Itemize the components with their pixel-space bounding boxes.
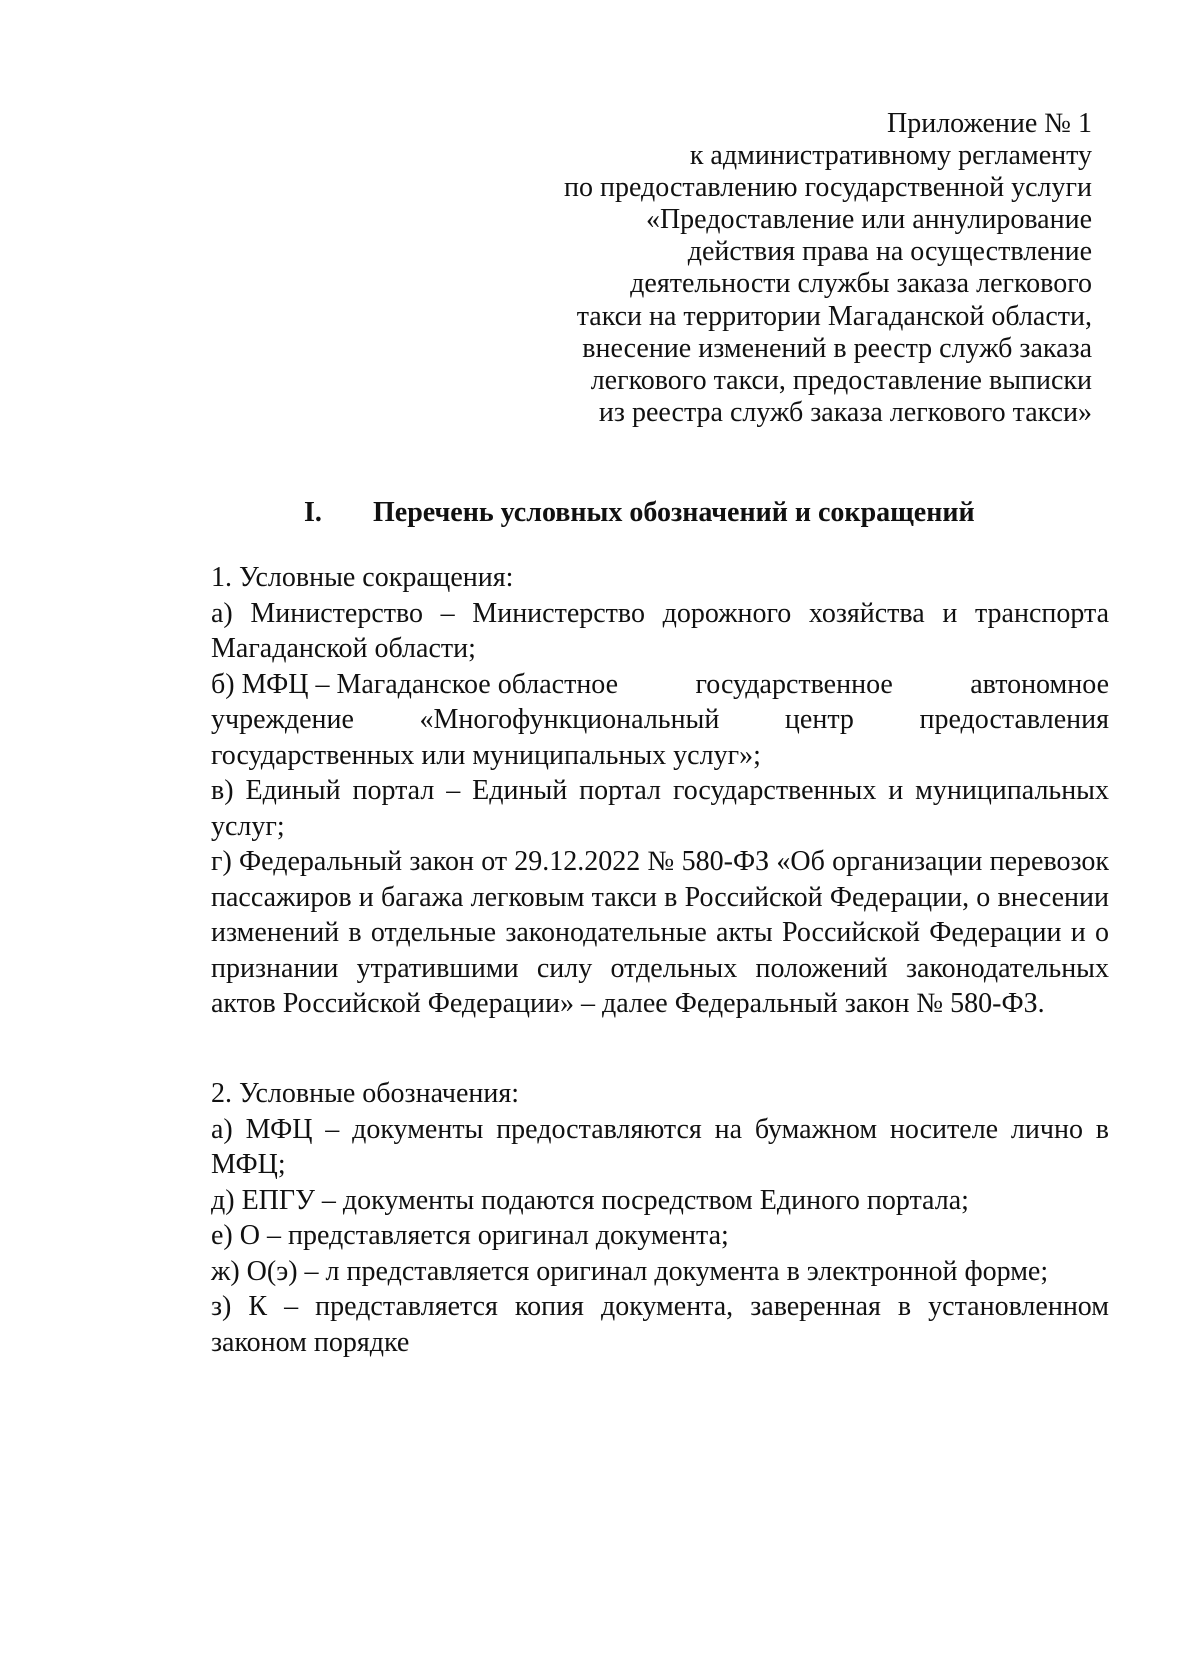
text-fragment: центр — [784, 704, 854, 735]
designation-item-e: е) О – представляется оригинал документа; — [211, 1220, 729, 1251]
text-fragment: государственное — [695, 668, 893, 700]
appendix-line: к административному регламенту — [689, 140, 1092, 172]
abbreviation-item-b — [211, 667, 1109, 774]
abbreviation-item-b-line — [211, 667, 1109, 703]
text-fragment: предоставления — [919, 704, 1109, 735]
appendix-line: из реестра служб заказа легкового такси» — [598, 396, 1092, 428]
text-fragment: «Многофункциональный — [419, 704, 720, 735]
designation-item-z: з) К – представляется копия документа, заверенная в установленном законом порядке — [211, 1291, 1109, 1358]
appendix-line: «Предоставление или аннулирование — [645, 204, 1092, 236]
text-fragment: автономное — [970, 668, 1109, 700]
appendix-line: действия права на осуществление — [687, 236, 1092, 268]
text-fragment: учреждение — [211, 704, 354, 735]
appendix-line: легкового такси, предоставление выписки — [590, 364, 1092, 396]
abbreviations-heading: 1. Условные сокращения: — [211, 562, 514, 593]
designation-item-d: д) ЕПГУ – документы подаются посредством Единого портала; — [211, 1184, 969, 1216]
text-fragment: б) МФЦ – Магаданское областное — [211, 668, 619, 700]
appendix-line: такси на территории Магаданской области, — [576, 300, 1092, 332]
abbreviation-item-v: в) Единый портал – Единый портал государственных и муниципальных услуг; — [211, 775, 1109, 842]
appendix-line: деятельности службы заказа легкового — [630, 268, 1092, 300]
section-title: Перечень условных обозначений и сокращений — [373, 497, 975, 528]
appendix-line: внесение изменений в реестр служб заказа — [582, 332, 1092, 364]
appendix-line: Приложение № 1 — [887, 108, 1092, 139]
abbreviation-item-b-line — [211, 702, 1109, 738]
section-number: I. — [304, 497, 322, 528]
abbreviation-item-g: г) Федеральный закон от 29.12.2022 № 580-ФЗ «Об организации перевозок пассажиров и багажа легковым такси в Российской Федерации, о внесении изменений в отдельные законодательные акты Российской Федерации и о признании утратившими силу отдельных положений законодательных актов Российской Федерации» – далее Федеральный закон № 580-ФЗ. — [211, 846, 1109, 1019]
appendix-line: по предоставлению государственной услуги — [564, 172, 1092, 204]
designations-section — [211, 1076, 1109, 1360]
abbreviation-item-a: а) Министерство – Министерство дорожного хозяйства и транспорта Магаданской области; — [211, 597, 1109, 664]
designation-item-a: а) МФЦ – документы предоставляются на бумажном носителе лично в МФЦ; — [211, 1113, 1109, 1180]
abbreviation-item-b-line: государственных или муниципальных услуг»; — [211, 739, 761, 771]
designation-item-zh: ж) О(э) – л представляется оригинал документа в электронной форме; — [211, 1255, 1049, 1287]
designations-heading: 2. Условные обозначения: — [211, 1078, 520, 1109]
abbreviations-section — [211, 560, 1109, 1022]
appendix-header — [372, 108, 1092, 429]
